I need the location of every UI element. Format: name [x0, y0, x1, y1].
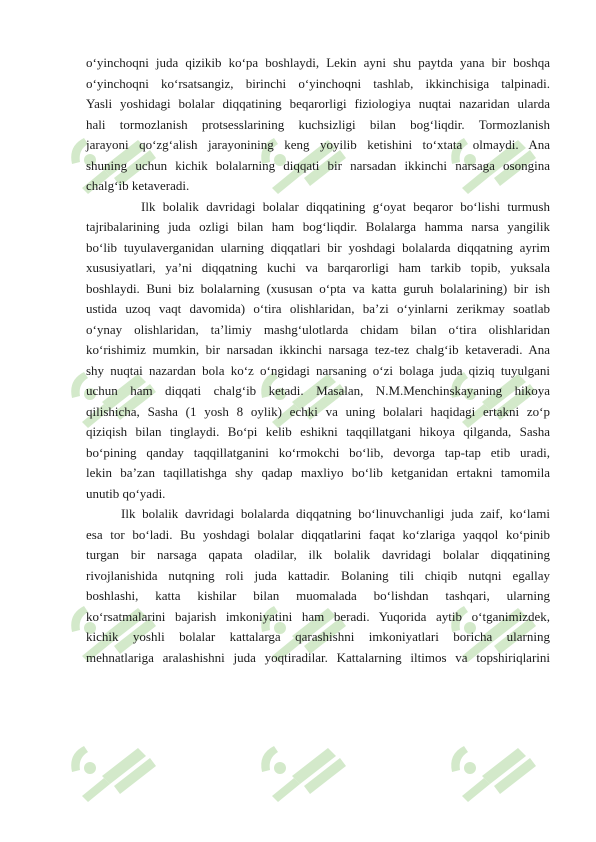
text-line: boshlaydi. Buni biz bolalarning (xususan o‘pta va katta guruh bolalarining) bir ish [86, 280, 550, 296]
text-line: shuning uchun kichik bolalarning diqqati bir narsadan ikkinchi narsaga osongina [86, 157, 550, 173]
text-line: qilishicha, Sasha (1 yosh 8 oylik) echki va uning bolalari haqidagi ertakni zo‘p [86, 403, 550, 419]
text-line: tajribalarining juda ozligi bilan ham bog‘liqdir. Bolalarga hamma narsa yangilik [86, 219, 550, 234]
text-line: qiziqish bilan tinglaydi. Bo‘pi kelib eshikni taqqillatgani hikoya qilganda, Sasha [86, 424, 550, 439]
text-line: bo‘pining qanday taqqillatganini ko‘rmokchi bo‘lib, devorga tap-tap etib uradi, [86, 444, 550, 460]
text-line: ko‘rsatmalarini bajarish imkoniyatini ham beradi. Yuqorida aytib o‘tganimizdek, [86, 608, 550, 624]
text-line: lekin ba’zan taqillatishga shy qadap maxliyo bo‘lib ketganidan ertakni tamomila [86, 465, 550, 480]
text-line: boshlashi, katta kishilar bilan muomalada bo‘lishdan tashqari, ularning [86, 588, 550, 603]
text-line: mehnatlariga aralashishni juda yoqtiradilar. Kattalarning iltimos va topshiriqlarini [86, 649, 550, 665]
text-line: ustida uzoq vaqt davomida) o‘tira olishlaridan, ba’zi o‘yinlarni zerikmay soatlab [86, 301, 550, 316]
text-line: turgan bir narsaga qapata oladilar, ilk bolalik davridagi bolalar diqqatining [86, 547, 550, 562]
text-line: chalg‘ib ketaveradi. [86, 178, 190, 193]
paragraph [86, 197, 550, 505]
text-line: uchun ham diqqati chalg‘ib ketadi. Masalan, N.M.Menchinskayaning hikoya [86, 383, 550, 398]
text-line: o‘yinchoqni ko‘rsatsangiz, birinchi o‘yinchoqni tashlab, ikkinchisiga talpinadi. [86, 75, 550, 91]
text-line: jarayoni qo‘zg‘alish jarayonining keng yoyilib ketishini to‘xtata olmaydi. Ana [86, 137, 550, 152]
text-line: esa tor bo‘ladi. Bu yoshdagi bolalar diqqatlarini faqat ko‘zlariga yaqqol ko‘pinib [86, 526, 550, 542]
text-line: hali tormozlanish protsesslarining kuchsizligi bilan bog‘liqdir. Tormozlanish [86, 116, 550, 132]
text-line: Yasli yoshidagi bolalar diqqatining beqarorligi fiziologiya nuqtai nazaridan ularda [86, 96, 550, 111]
paragraph [86, 53, 550, 197]
text-line: unutib qo‘yadi. [86, 485, 166, 501]
text-line: xususiyatlari, ya’ni diqqatning kuchi va barqarorligi ham tarkib topib, yuksala [86, 260, 550, 275]
text-line: ko‘rishimiz mumkin, bir narsadan ikkinchi narsaga tez-tez chalg‘ib ketaveradi. Ana [86, 342, 550, 357]
text-line: kichik yoshli bolalar kattalarga qarashishni imkoniyatlari boricha ularning [86, 629, 550, 644]
text-line: shy nuqtai nazardan bola ko‘z o‘ngidagi narsaning o‘zi bolaga juda qiziq tuyulgani [86, 362, 550, 378]
text-line: rivojlanishida nutqning roli juda kattadir. Bolaning tili chiqib nutqni egallay [86, 567, 550, 583]
paragraph [86, 504, 550, 668]
text-line: bo‘lib tuyulaverganidan ularning diqqatlari bir yoshdagi bolalarda diqqatning ayrim [86, 239, 550, 255]
document-body [86, 53, 550, 668]
text-line: o‘ynay olishlaridan, ta’limiy mashg‘ulotlarda chidam bilan o‘tira olishlaridan [86, 321, 550, 337]
text-line: o‘yinchoqni juda qizikib ko‘pa boshlaydi, Lekin ayni shu paytda yana bir boshqa [86, 55, 550, 70]
text-line: Ilk bolalik davridagi bolalar diqqatining g‘oyat beqaror bo‘lishi turmush [141, 198, 550, 214]
text-line: Ilk bolalik davridagi bolalarda diqqatning bo‘linuvchanligi juda zaif, ko‘lami [121, 506, 550, 521]
